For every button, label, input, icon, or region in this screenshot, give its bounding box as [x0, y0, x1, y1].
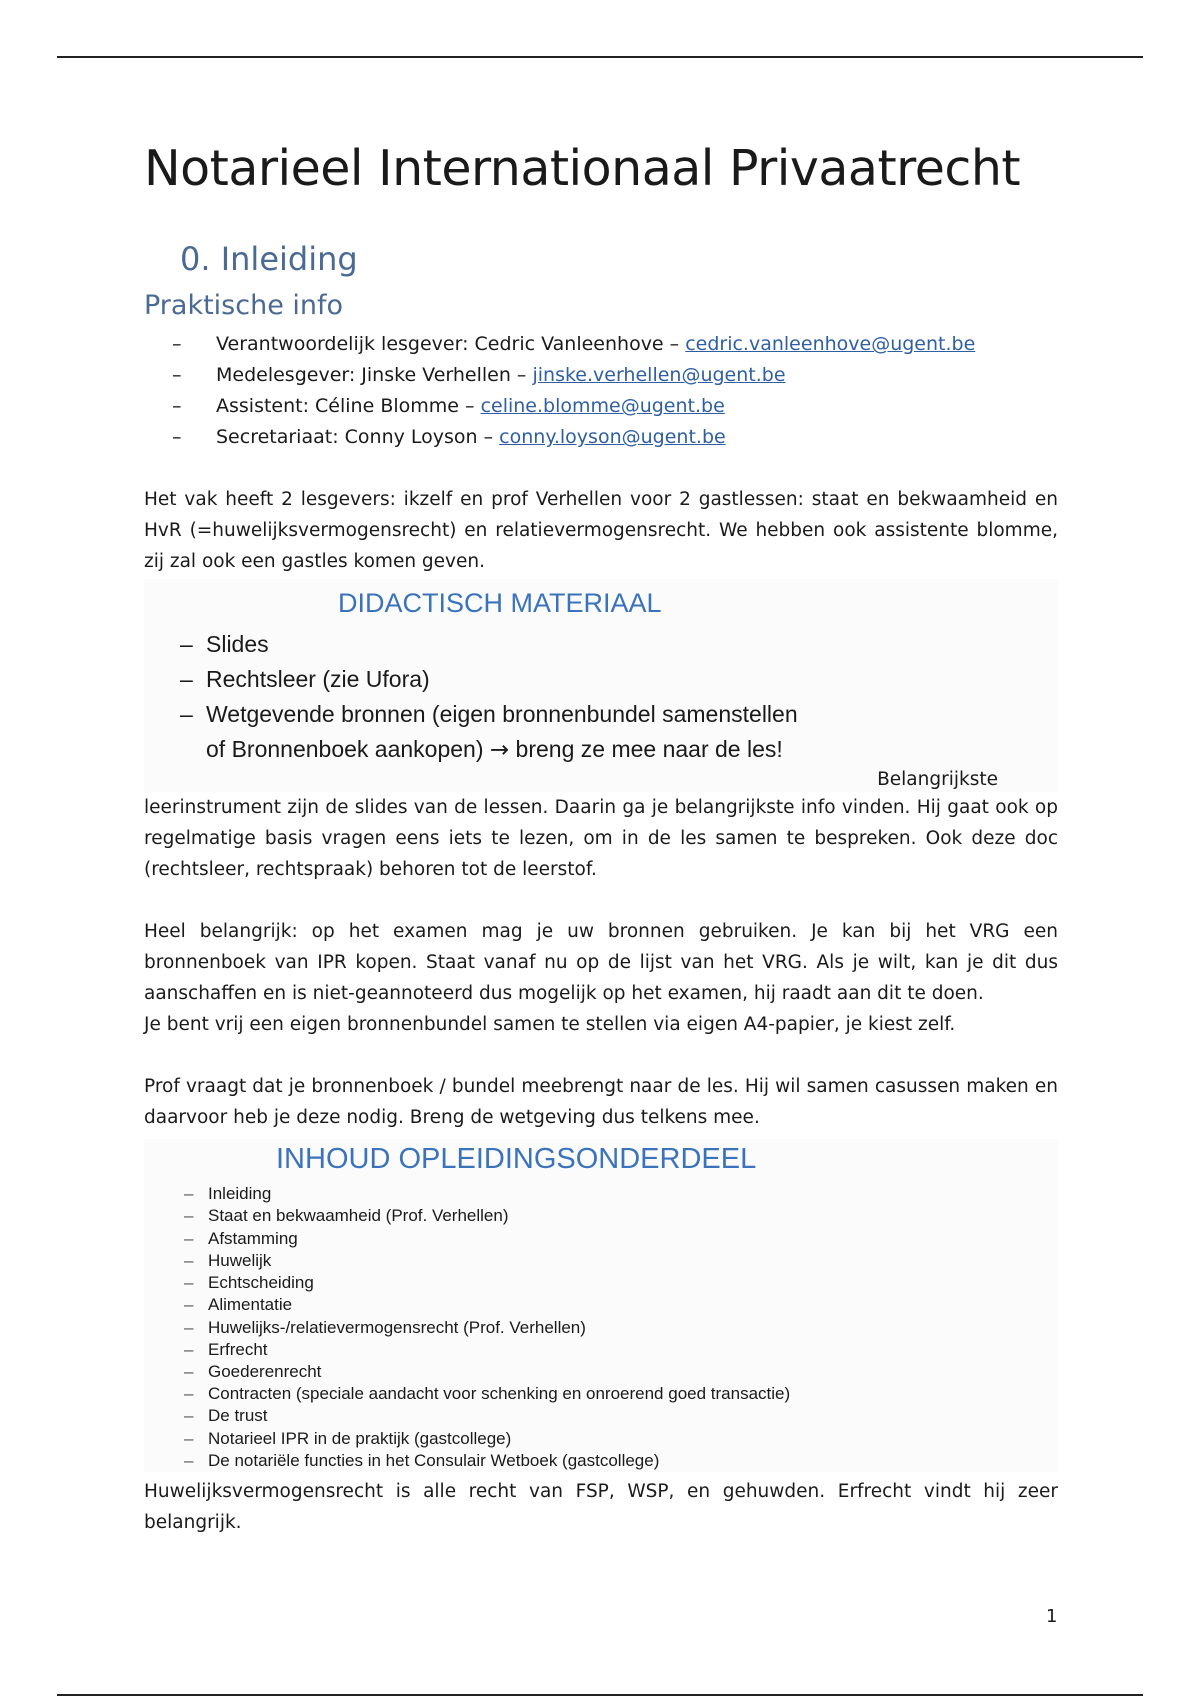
list-item: – Echtscheiding — [144, 1272, 1058, 1294]
list-item: – Wetgevende bronnen (eigen bronnenbundel samenstellen of Bronnenboek aankopen) → breng ze mee naar de les! — [144, 697, 1058, 768]
list-item: – Afstamming — [144, 1228, 1058, 1250]
paragraph-bronnenbundel: Je bent vrij een eigen bronnenbundel samen te stellen via eigen A4-papier, je kiest zelf. — [144, 1014, 956, 1036]
paragraph-leerinstrument: leerinstrument zijn de slides van de lessen. Daarin ga je belangrijkste info vinden. Hij gaat ook op regelmatige basis vragen eens iets te lezen, om in de les samen te bespreken. Ook deze doc (rechtsleer, rechtspraak) behoren tot de leerstof. — [144, 797, 1058, 881]
list-item: – Notarieel IPR in de praktijk (gastcollege) — [144, 1428, 1058, 1450]
paragraph-examen: Heel belangrijk: op het examen mag je uw bronnen gebruiken. Je kan bij het VRG een bronnenboek van IPR kopen. Staat vanaf nu op de lijst van het VRG. Als je wilt, kan je dit dus aanschaffen en is niet-geannoteerd dus mogelijk op het examen, hij raadt aan dit te doen. — [144, 921, 1058, 1005]
page-number: 1 — [1046, 1606, 1058, 1627]
didactisch-title: DIDACTISCH MATERIAAL — [338, 588, 662, 619]
email-link[interactable]: celine.blomme@ugent.be — [480, 395, 725, 418]
list-item: – Goederenrecht — [144, 1361, 1058, 1383]
list-item: – Huwelijks-/relatievermogensrecht (Prof. Verhellen) — [144, 1317, 1058, 1339]
list-item: – Contracten (speciale aandacht voor schenking en onroerend goed transactie) — [144, 1383, 1058, 1405]
list-item: – Rechtsleer (zie Ufora) — [144, 662, 1058, 697]
paragraph-casussen: Prof vraagt dat je bronnenboek / bundel meebrengt naar de les. Hij wil samen casussen maken en daarvoor heb je deze nodig. Breng de wetgeving dus telkens mee. — [144, 1076, 1058, 1129]
list-item: – De notariële functies in het Consulair Wetboek (gastcollege) — [144, 1450, 1058, 1472]
footer-rule — [57, 1694, 1143, 1696]
email-link[interactable]: conny.loyson@ugent.be — [499, 426, 726, 449]
header-rule — [57, 56, 1143, 58]
list-item: – Slides — [144, 627, 1058, 662]
email-link[interactable]: cedric.vanleenhove@ugent.be — [685, 333, 976, 356]
document-title: Notarieel Internationaal Privaatrecht — [144, 140, 1021, 197]
contact-item: – Assistent: Céline Blomme – celine.blomme@ugent.be — [144, 391, 1058, 422]
list-item: – Inleiding — [144, 1183, 1058, 1205]
list-item: – De trust — [144, 1405, 1058, 1427]
heading-praktische-info: Praktische info — [144, 290, 344, 322]
didactisch-list — [144, 627, 1058, 768]
list-item: – Erfrecht — [144, 1339, 1058, 1361]
contact-item: – Secretariaat: Conny Loyson – conny.loyson@ugent.be — [144, 422, 1058, 453]
contact-item: – Verantwoordelijk lesgever: Cedric Vanleenhove – cedric.vanleenhove@ugent.be — [144, 329, 1058, 360]
contact-list — [144, 329, 1058, 453]
document-page — [144, 140, 1058, 1538]
paragraph-huwelijksvermogensrecht: Huwelijksvermogensrecht is alle recht van FSP, WSP, en gehuwden. Erfrecht vindt hij zeer belangrijk. — [144, 1480, 1058, 1533]
paragraph-lesgevers: Het vak heeft 2 lesgevers: ikzelf en prof Verhellen voor 2 gastlessen: staat en bekwaamheid en HvR (=huwelijksvermogensrecht) en relatievermogensrecht. We hebben ook assistente blomme, zij zal ook een gastles komen geven. — [144, 489, 1058, 573]
inhoud-list — [144, 1183, 1058, 1472]
arrow-icon: → — [489, 737, 510, 764]
list-item: – Staat en bekwaamheid (Prof. Verhellen) — [144, 1205, 1058, 1227]
contact-item: – Medelesgever: Jinske Verhellen – jinske.verhellen@ugent.be — [144, 360, 1058, 391]
inhoud-title: INHOUD OPLEIDINGSONDERDEEL — [276, 1143, 757, 1176]
list-item: – Huwelijk — [144, 1250, 1058, 1272]
inhoud-slide — [144, 1139, 1058, 1472]
heading-inleiding: 0. Inleiding — [180, 239, 358, 278]
list-item: – Alimentatie — [144, 1294, 1058, 1316]
paragraph-lead: Belangrijkste — [877, 769, 998, 791]
didactisch-slide — [144, 579, 1058, 792]
email-link[interactable]: jinske.verhellen@ugent.be — [532, 364, 786, 387]
